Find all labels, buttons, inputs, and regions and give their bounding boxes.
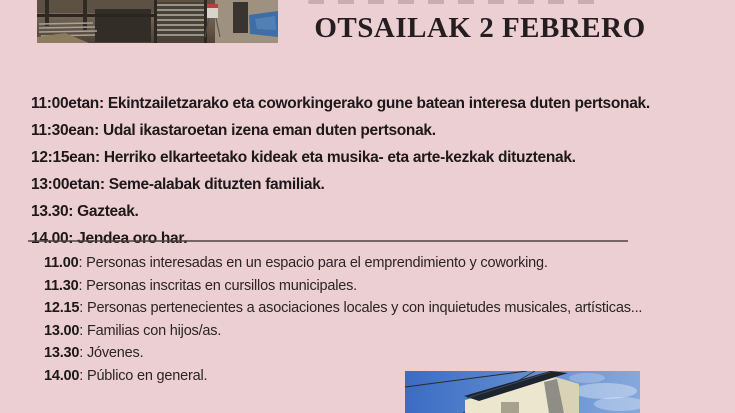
schedule-text: Familias con hijos/as. [86, 322, 222, 339]
schedule-row [44, 252, 729, 275]
schedule-text: Jóvenes. [86, 345, 144, 361]
schedule-time: 14.00 [44, 367, 80, 384]
schedule-separator: : [94, 149, 104, 166]
schedule-time: 11.30 [44, 277, 79, 294]
schedule-text: Gazteak. [77, 203, 139, 220]
building-photo [405, 371, 640, 413]
schedule-row [31, 117, 726, 144]
schedule-separator: : [78, 277, 87, 294]
schedule-text: Herriko elkarteetako kideak eta musika- eta arte-kezkak dituztenak. [103, 149, 576, 166]
schedule-text: Personas inscritas en cursillos municipales. [86, 277, 358, 294]
schedule-text: Público en general. [86, 367, 208, 384]
schedule-separator: : [79, 300, 87, 316]
schedule-spanish [44, 252, 729, 387]
schedule-separator: : [79, 322, 87, 339]
schedule-separator: : [99, 176, 109, 193]
schedule-text: Seme-alabak dituzten familiak. [108, 176, 325, 193]
schedule-row [31, 90, 726, 117]
schedule-basque [31, 90, 726, 252]
schedule-text: Personas interesadas en un espacio para el emprendimiento y coworking. [86, 255, 548, 271]
schedule-time: 12.15 [44, 300, 80, 316]
workshop-photo [37, 0, 278, 43]
schedule-separator: : [94, 122, 103, 139]
schedule-time: 13:00etan [31, 176, 100, 193]
schedule-separator: : [98, 95, 108, 112]
schedule-time: 11.00 [44, 255, 79, 271]
schedule-row [44, 275, 729, 298]
schedule-row [44, 320, 729, 343]
schedule-time: 11:00etan [31, 95, 99, 112]
section-divider [28, 240, 628, 242]
schedule-row [44, 342, 729, 365]
cropped-headline-remnant [308, 0, 600, 4]
schedule-time: 13.00 [44, 322, 80, 339]
schedule-row [31, 171, 726, 198]
schedule-time: 13.30 [44, 345, 80, 361]
schedule-text: Ekintzailetzarako eta coworkingerako gune batean interesa duten pertsonak. [107, 95, 650, 112]
schedule-row [44, 297, 729, 320]
schedule-time: 13.30 [31, 203, 69, 220]
schedule-separator: : [78, 255, 87, 271]
schedule-time: 14.00 [31, 230, 69, 247]
schedule-row [31, 225, 726, 252]
schedule-text: Personas pertenecientes a asociaciones locales y con inquietudes musicales, artísticas... [86, 300, 643, 316]
event-date-title: OTSAILAK 2 FEBRERO [314, 12, 646, 44]
schedule-separator: : [79, 367, 87, 384]
schedule-row [31, 198, 726, 225]
schedule-separator: : [68, 203, 78, 220]
schedule-separator: : [79, 345, 87, 361]
schedule-row [31, 144, 726, 171]
schedule-time: 12:15ean [31, 149, 95, 166]
schedule-time: 11:30ean [31, 122, 95, 139]
schedule-separator: : [68, 230, 78, 247]
schedule-text: Jendea oro har. [77, 230, 188, 247]
schedule-text: Udal ikastaroetan izena eman duten pertsonak. [102, 122, 436, 139]
